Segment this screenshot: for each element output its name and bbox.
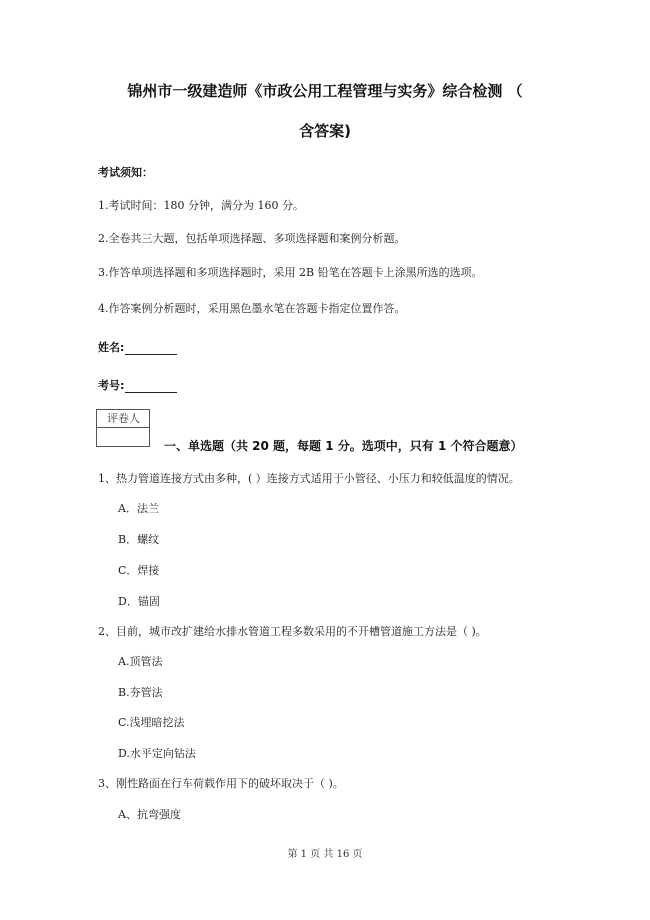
section-title: 一、单选题（共 20 题，每题 1 分。选项中，只有 1 个符合题意） [164, 439, 523, 453]
question-1-option-a: A．法兰 [118, 502, 159, 515]
id-label: 考号: [98, 379, 125, 392]
id-blank [125, 380, 177, 393]
document-title-line-2: 含答案) [299, 122, 351, 140]
instruction-item-2: 2.全卷共三大题，包括单项选择题、多项选择题和案例分析题。 [98, 232, 406, 245]
question-3-stem: 3、刚性路面在行车荷载作用下的破坏取决于（ )。 [98, 777, 344, 790]
question-2-stem: 2、目前，城市改扩建给水排水管道工程多数采用的不开槽管道施工方法是（ )。 [98, 625, 487, 638]
name-field [98, 341, 177, 355]
instruction-item-4: 4.作答案例分析题时，采用黑色墨水笔在答题卡指定位置作答。 [98, 302, 406, 315]
instructions-heading: 考试须知： [98, 166, 153, 179]
page-footer: 第 1 页 共 16 页 [287, 849, 363, 860]
grader-label: 评卷人 [97, 410, 149, 428]
question-2-option-c: C.浅埋暗挖法 [118, 716, 185, 729]
question-1-stem: 1、热力管道连接方式由多种，( ）连接方式适用于小管径、小压力和较低温度的情况。 [98, 472, 520, 485]
grader-box [96, 409, 150, 447]
id-field [98, 379, 177, 393]
question-2-option-b: B.夯管法 [118, 686, 163, 699]
question-1-option-c: C．焊接 [118, 564, 160, 577]
question-3-option-a: A、抗弯强度 [118, 808, 181, 821]
instruction-item-1: 1.考试时间：180 分钟，满分为 160 分。 [98, 199, 304, 212]
question-1-option-b: B．螺纹 [118, 533, 160, 546]
question-2-option-d: D.水平定向钻法 [118, 747, 196, 760]
document-title-line-1: 锦州市一级建造师《市政公用工程管理与实务》综合检测 （ [127, 82, 523, 100]
question-2-option-a: A.顶管法 [118, 655, 163, 668]
question-1-option-d: D．锚固 [118, 595, 160, 608]
instruction-item-3: 3.作答单项选择题和多项选择题时，采用 2B 铅笔在答题卡上涂黑所选的选项。 [98, 266, 483, 279]
name-blank [125, 342, 177, 355]
name-label: 姓名: [98, 341, 125, 354]
